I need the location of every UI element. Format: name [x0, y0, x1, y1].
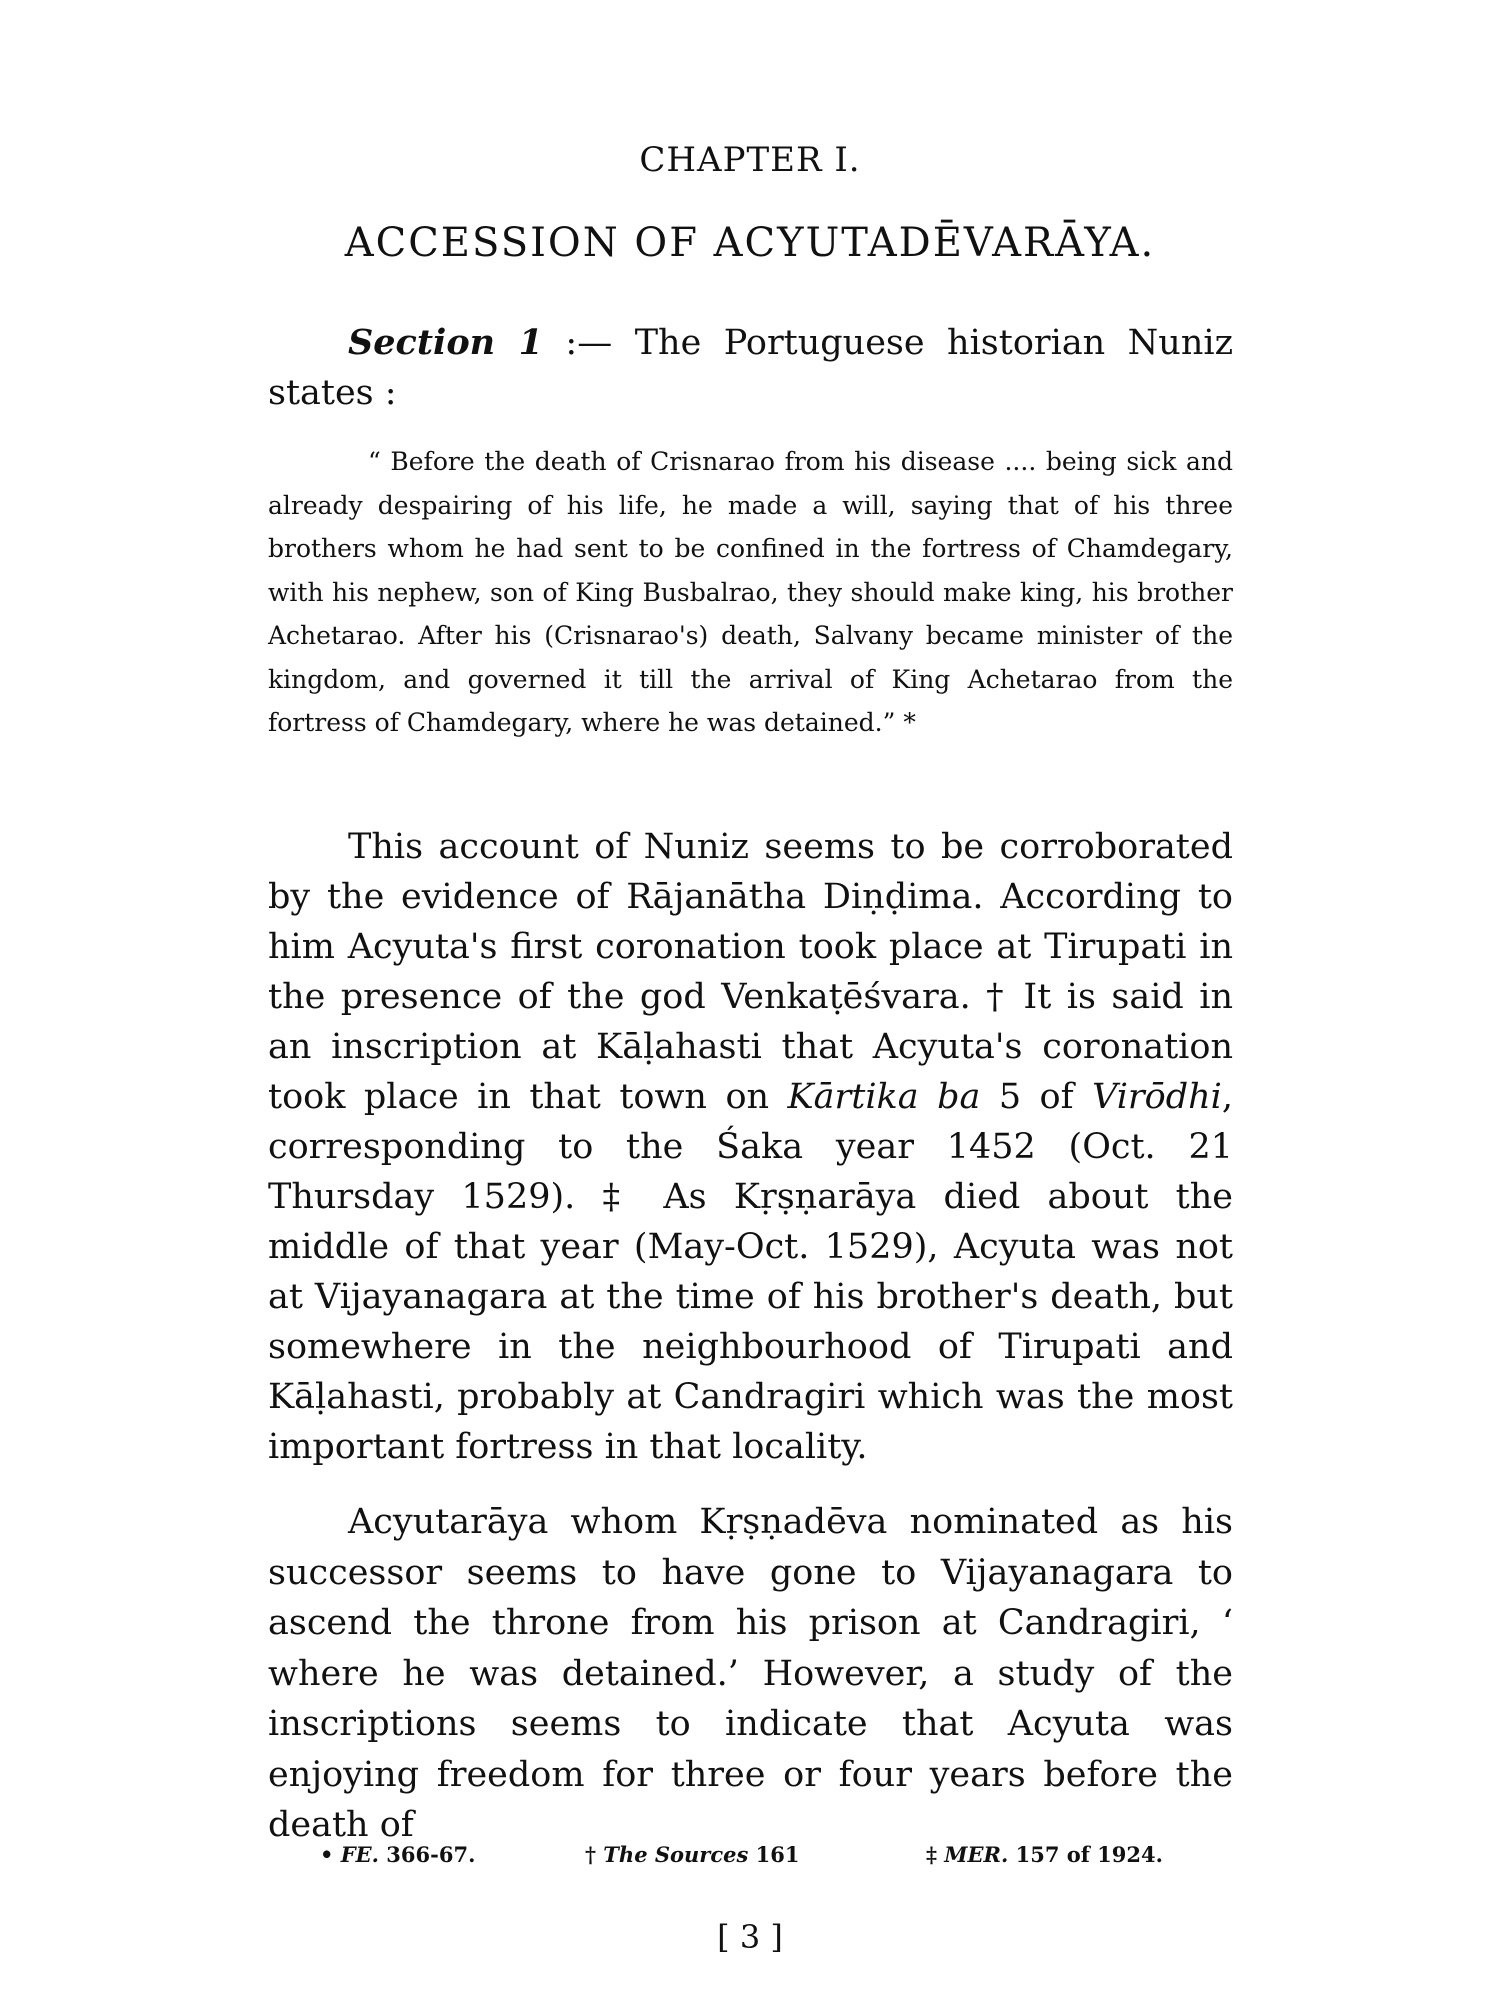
- footnote: • FE. 366-67.: [320, 1842, 476, 1867]
- chapter-title: ACCESSION OF ACYUTADĒVARĀYA.: [344, 220, 1156, 266]
- section-intro: [268, 318, 1233, 418]
- paragraph1-part2: 5 of: [980, 1077, 1093, 1117]
- section-separator: :—: [542, 323, 635, 363]
- paragraph1-part1: This account of Nuniz seems to be corroborated by the evidence of Rājanātha Diṇḍima. According to him Acyuta's first coronation took place at Tirupati in the presence of the god Venkaṭēśvara. † It is said in an inscription at Kāḷahasti that Acyuta's coronation took place in that town on: [268, 827, 1233, 1117]
- chapter-number: CHAPTER I.: [639, 140, 861, 180]
- paragraph-corroboration: [268, 822, 1233, 1472]
- footnotes: [320, 1842, 1200, 1872]
- paragraph1-italic-kartika: Kārtika ba: [787, 1077, 981, 1117]
- nuniz-quote: “ Before the death of Crisnarao from his disease .... being sick and already despairing of his life, he made a will, saying that of his three brothers whom he had sent to be confined in the fortress of Chamdegary, with his nephew, son of King Busbalrao, they should make king, his brother Achetarao. After his (Crisnarao's) death, Salvany became minister of the kingdom, and governed it till the arrival of King Achetarao from the fortress of Chamdegary, where he was detained.” *: [268, 447, 1233, 737]
- paragraph1-italic-virodhi: Virōdhi: [1092, 1077, 1222, 1117]
- section-label: Section 1: [348, 322, 543, 363]
- section-text: The Portuguese historian Nuniz states :: [268, 323, 1234, 413]
- footnote: ‡ MER. 157 of 1924.: [926, 1842, 1163, 1867]
- paragraph-acyutaraya: Acyutarāya whom Kṛṣṇadēva nominated as his successor seems to have gone to Vijayanagara to ascend the throne from his prison at Candragiri, ‘ where he was detained.’ However, a study of the inscriptions seems to indicate that Acyuta was enjoying freedom for three or four years before the death of: [268, 1502, 1233, 1845]
- paragraph1-part3: , corresponding to the Śaka year 1452 (Oct. 21 Thursday 1529). ‡ As Kṛṣṇarāya died about the middle of that year (May-Oct. 1529), Acyuta was not at Vijayanagara at the time of his brother's death, but somewhere in the neighbourhood of Tirupati and Kāḷahasti, probably at Candragiri which was the most important fortress in that locality.: [268, 1077, 1234, 1467]
- page-number: [ 3 ]: [717, 1918, 783, 1956]
- footnote: † The Sources 161: [585, 1842, 800, 1867]
